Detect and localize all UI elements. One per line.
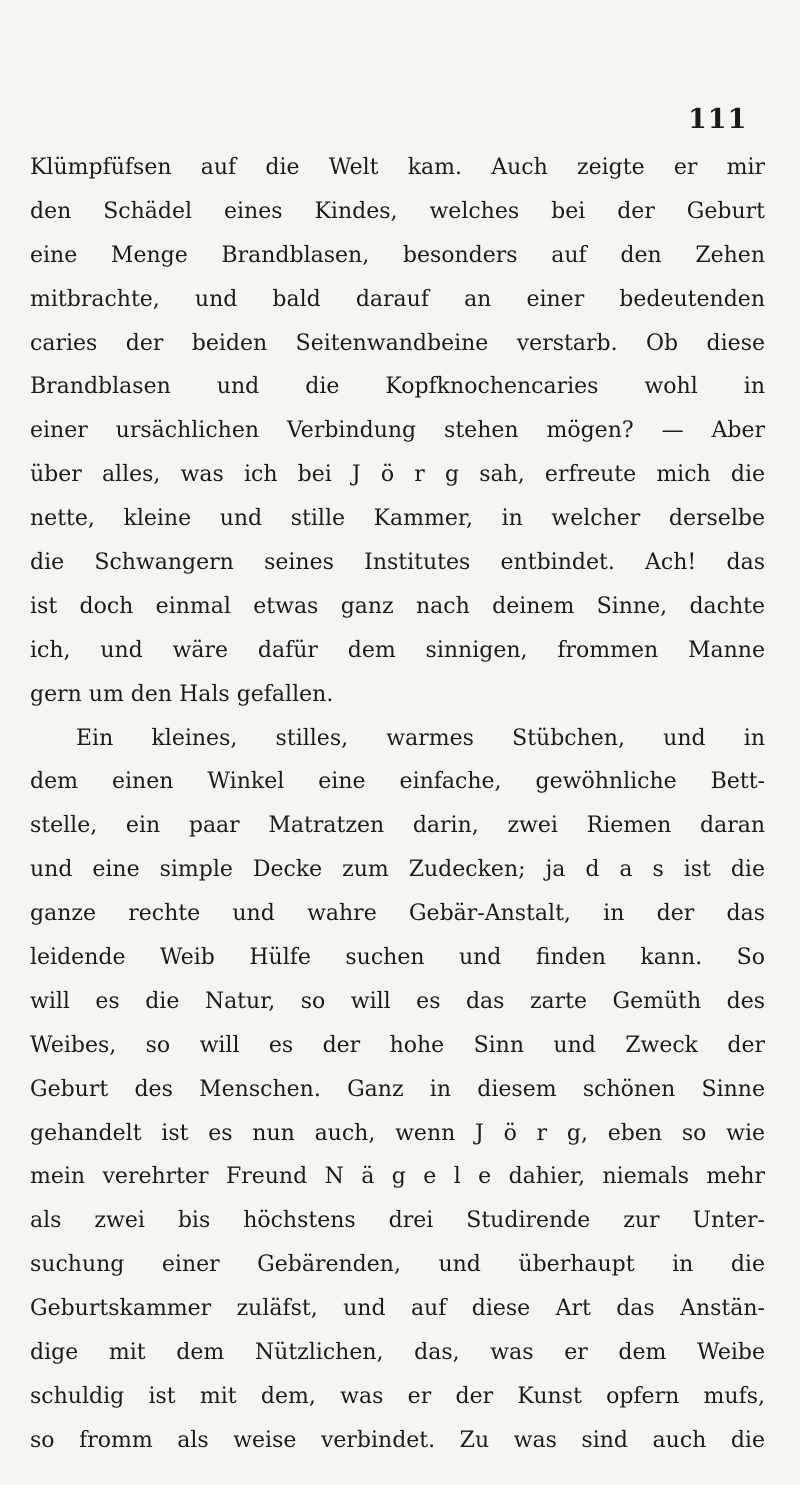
text-line: ganze rechte und wahre Gebär-Anstalt, in der das (30, 901, 765, 927)
text-line: Brandblasen und die Kopfknochencaries wohl in (30, 374, 765, 400)
text-line: einer ursächlichen Verbindung stehen mögen? — Aber (30, 418, 765, 444)
text-line: Geburt des Menschen. Ganz in diesem schönen Sinne (30, 1076, 765, 1102)
text-line: will es die Natur, so will es das zarte Gemüth des (30, 988, 765, 1014)
text-line: stelle, ein paar Matratzen darin, zwei Riemen daran (30, 813, 765, 839)
text-line: Klümpfüfsen auf die Welt kam. Auch zeigte er mir (30, 155, 765, 180)
text-line: leidende Weib Hülfe suchen und finden kann. So (30, 945, 765, 971)
page-number: 111 (688, 104, 748, 135)
text-line: den Schädel eines Kindes, welches bei der Geburt (30, 198, 765, 224)
text-line: eine Menge Brandblasen, besonders auf den Zehen (30, 242, 765, 268)
text-line: Geburtskammer zuläfst, und auf diese Art das Anstän- (30, 1296, 765, 1322)
text-line: dem einen Winkel eine einfache, gewöhnliche Bett- (30, 769, 765, 795)
text-line: Weibes, so will es der hohe Sinn und Zweck der (30, 1032, 765, 1058)
text-line: nette, kleine und stille Kammer, in welcher derselbe (30, 506, 765, 532)
body-text (30, 146, 765, 1463)
text-line: gern um den Hals gefallen. (30, 681, 334, 707)
text-line: Ein kleines, stilles, warmes Stübchen, und in (76, 725, 765, 751)
text-line: ich, und wäre dafür dem sinnigen, frommen Manne (30, 637, 765, 663)
text-line: so fromm als weise verbindet. Zu was sind auch die (30, 1427, 765, 1453)
text-line: dige mit dem Nützlichen, das, was er dem Weibe (30, 1340, 765, 1366)
text-line: caries der beiden Seitenwandbeine verstarb. Ob diese (30, 330, 765, 356)
text-line: als zwei bis höchstens drei Studirende zur Unter- (30, 1208, 765, 1234)
text-line: ist doch einmal etwas ganz nach deinem Sinne, dachte (30, 593, 765, 619)
text-line: die Schwangern seines Institutes entbindet. Ach! das (30, 550, 765, 576)
text-line: gehandelt ist es nun auch, wenn J ö r g, eben so wie (30, 1120, 765, 1146)
text-line: und eine simple Decke zum Zudecken; ja d a s ist die (30, 857, 765, 883)
text-line: suchung einer Gebärenden, und überhaupt in die (30, 1252, 765, 1278)
text-line: schuldig ist mit dem, was er der Kunst opfern mufs, (30, 1383, 765, 1409)
text-line: mein verehrter Freund N ä g e l e dahier, niemals mehr (30, 1164, 765, 1190)
text-line: über alles, was ich bei J ö r g sah, erfreute mich die (30, 462, 765, 488)
text-line: mitbrachte, und bald darauf an einer bedeutenden (30, 286, 765, 312)
